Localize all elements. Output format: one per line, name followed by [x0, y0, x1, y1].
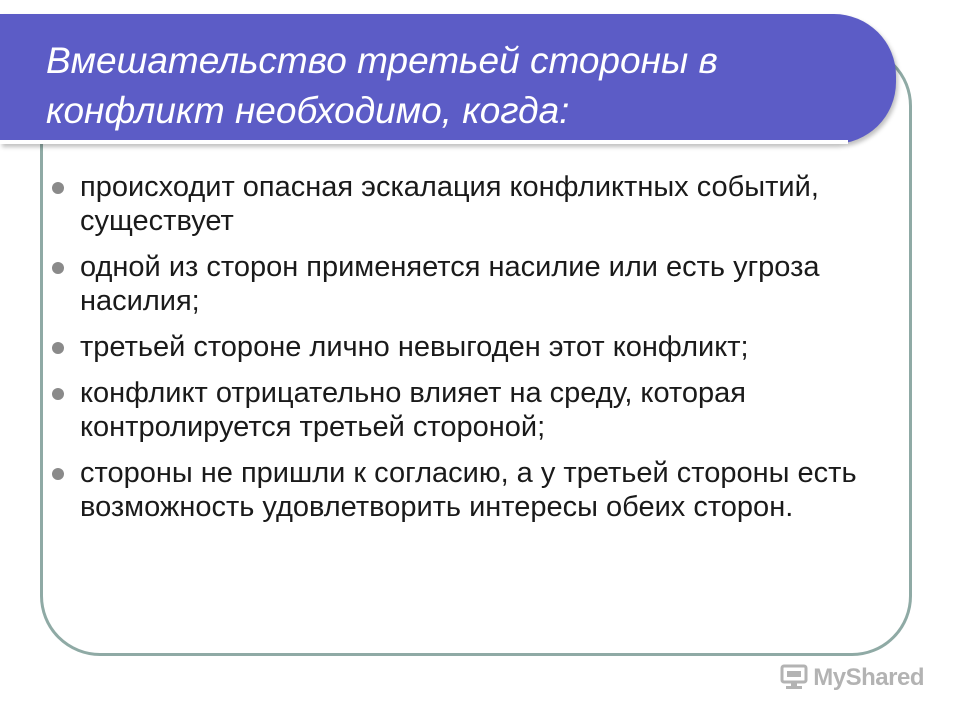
bullet-item	[46, 250, 866, 318]
bullet-list	[46, 170, 866, 536]
bullet-text: происходит опасная эскалация конфликтных событий, существует	[80, 171, 819, 237]
bullet-text: одной из сторон применяется насилие или есть угроза насилия;	[80, 251, 820, 317]
bullet-dot-icon	[52, 262, 64, 274]
bullet-item	[46, 376, 866, 444]
slide-title: Вмешательство третьей стороны в конфликт необходимо, когда:	[46, 40, 718, 131]
myshared-logo-icon	[779, 664, 809, 692]
bullet-item	[46, 456, 866, 524]
bullet-dot-icon	[52, 182, 64, 194]
bullet-item	[46, 170, 866, 238]
title-underline	[0, 140, 848, 144]
title-bar	[0, 14, 896, 144]
bullet-text: третьей стороне лично невыгоден этот конфликт;	[80, 331, 749, 363]
bullet-text: конфликт отрицательно влияет на среду, которая контролируется третьей стороной;	[80, 377, 746, 443]
bullet-dot-icon	[52, 388, 64, 400]
watermark	[779, 662, 924, 694]
bullet-dot-icon	[52, 468, 64, 480]
watermark-text: MyShared	[813, 664, 924, 691]
bullet-dot-icon	[52, 342, 64, 354]
bullet-text: стороны не пришли к согласию, а у третьей стороны есть возможность удовлетворить интересы обеих сторон.	[80, 457, 857, 523]
bullet-item	[46, 330, 866, 364]
